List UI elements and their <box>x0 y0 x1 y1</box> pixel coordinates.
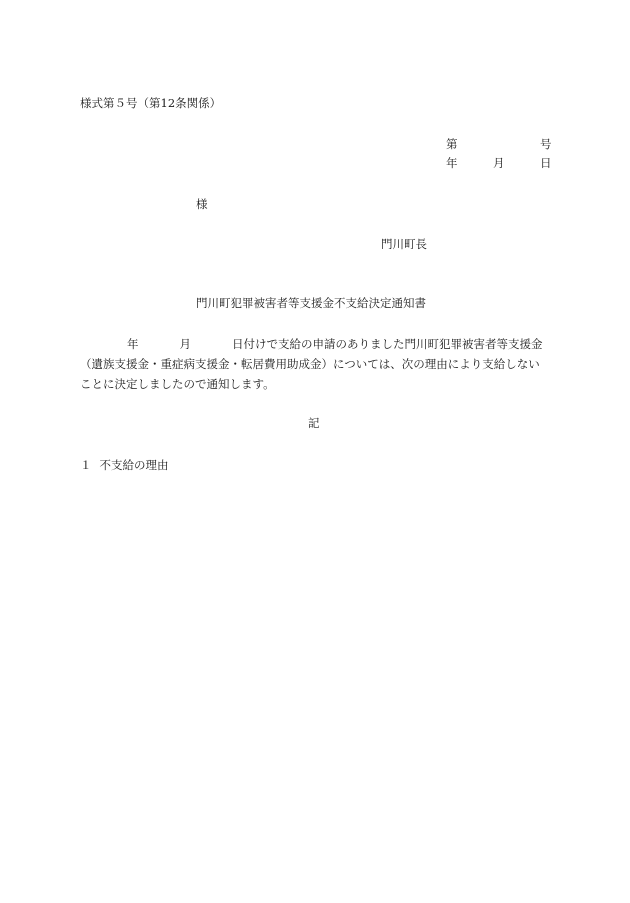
body-paragraph <box>80 334 552 394</box>
body-line-1-text: 日付けで支給の申請のありました門川町犯罪被害者等支援金 <box>232 337 543 351</box>
ki-heading: 記 <box>308 416 320 430</box>
date-year-label: 年 <box>446 156 458 170</box>
form-label: 様式第５号（第12条関係） <box>80 96 222 110</box>
body-line-2: （遺族支援金・重症病支援金・転居費用助成金）については、次の理由により支給しない <box>80 357 540 371</box>
issuer-name: 門川町長 <box>381 237 427 251</box>
item-1 <box>80 460 169 472</box>
document-number-prefix: 第 <box>446 137 458 151</box>
body-year-label: 年 <box>127 337 139 351</box>
item-1-number: １ <box>80 458 92 472</box>
document-number-suffix: 号 <box>540 137 552 151</box>
body-month-label: 月 <box>179 337 191 351</box>
date-day-label: 日 <box>540 156 552 170</box>
addressee-honorific: 様 <box>196 197 208 211</box>
body-line-1 <box>80 334 552 354</box>
body-line-3: ことに決定しましたので通知します。 <box>80 377 275 391</box>
item-1-label: 不支給の理由 <box>99 458 169 472</box>
date-month-label: 月 <box>493 156 505 170</box>
document-title: 門川町犯罪被害者等支援金不支給決定通知書 <box>196 296 426 310</box>
